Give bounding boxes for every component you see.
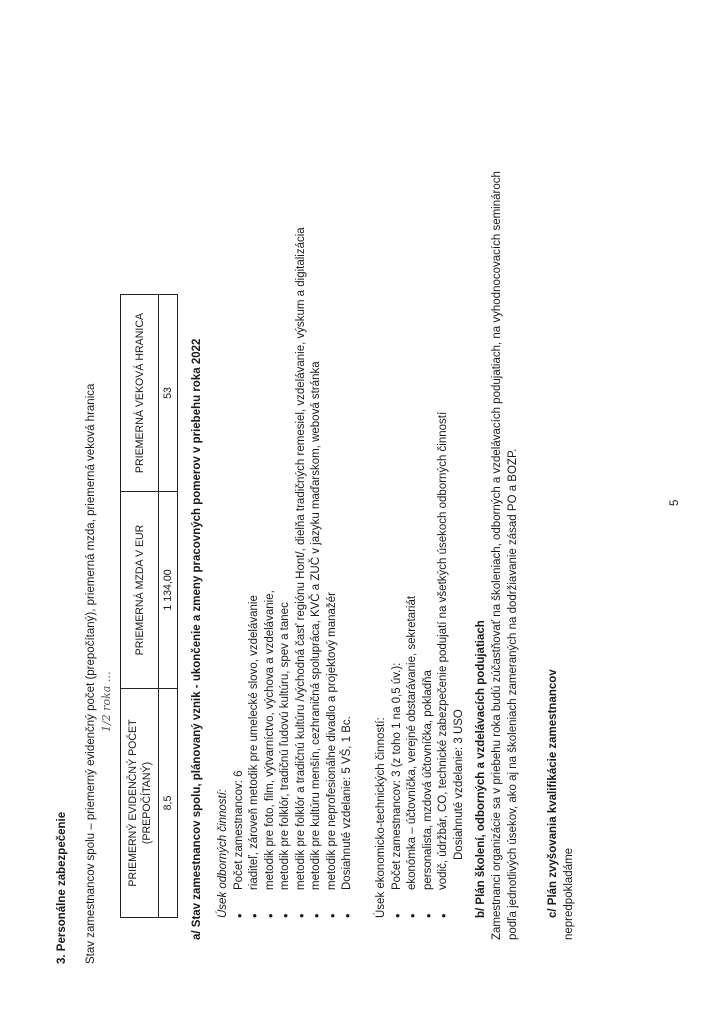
list-item: • metodik pre folklór, tradičnú ľudovú kultúru, spev a tanec <box>278 227 294 918</box>
intro-text: Stav zamestnancov spolu – priemerný evidenčný počet (prepočítaný), priemerná mzda, priemerná veková hranica <box>85 383 97 964</box>
list-item: • ekonómka – účtovníčka, verejné obstarávanie, sekretariát <box>405 412 421 918</box>
list-item: • personalista, mzdová účtovníčka, pokladňa <box>421 412 437 918</box>
section-b-line: podľa jednotlivých úsekov, ako aj na školeniach zameraných na dodržiavanie zásad PO a BOZP. <box>506 448 519 940</box>
list-item: • metodik pre folklór a tradičnú kultúru /východná časť regiónu Hont/, dielňa tradičných remesiel, vzdelávanie, výskum a digitalizácia <box>294 227 310 918</box>
section-b-text <box>490 171 521 940</box>
header-headcount: PRIEMERNÝ EVIDENČNÝ POČET (PREPOČÍTANÝ) <box>121 689 159 918</box>
section-a-heading: a/ Stav zamestnancov spolu, plánovaný vznik - ukončenie a zmeny pracovných pomerov v priebehu roka 2022 <box>191 338 203 940</box>
economic-dept <box>374 412 467 918</box>
page-number: 5 <box>669 499 681 506</box>
header-salary: PRIEMERNÁ MZDA V EUR <box>121 492 159 689</box>
section-c-text: nepredpokladáme <box>563 847 575 940</box>
list-item: • riaditeľ, zároveň metodik pre umelecké slovo, vzdelávanie <box>247 227 263 918</box>
list-item: • vodič, údržbár, CO, technické zabezpečenie podujatí na všetkých úsekoch odborných činností <box>436 412 452 918</box>
list-item: • Počet zamestnancov: 3 (z toho 1 na 0,5 úv.): <box>390 412 406 918</box>
list-item: • Dosiahnuté vzdelanie: 5 VŠ, 1 Bc. <box>340 227 356 918</box>
professional-dept-list <box>232 227 356 918</box>
professional-dept <box>216 227 356 918</box>
list-item: • Počet zamestnancov: 6 <box>232 227 248 918</box>
staff-summary-table <box>120 294 178 918</box>
professional-dept-title: Úsek odborných činností: <box>217 788 229 918</box>
list-item: • metodik pre foto, film, výtvarníctvo, výchova a vzdelávanie, <box>263 227 279 918</box>
handwritten-note: 1/2 roka … <box>100 671 113 732</box>
list-item: • metodik pre kultúru menšín, cezhraničná spolupráca, KVČ a ZUČ v jazyku maďarskom, webová stránka <box>309 227 325 918</box>
header-age: PRIEMERNÁ VEKOVÁ HRANICA <box>121 295 159 492</box>
section-c-heading: c/ Plán zvyšovania kvalifikácie zamestnancov <box>547 669 559 918</box>
value-headcount: 8,5 <box>159 689 178 918</box>
economic-dept-title: Úsek ekonomicko-technických činností: <box>375 717 387 918</box>
economic-dept-list <box>390 412 452 918</box>
section-title: 3. Personálne zabezpečenie <box>56 811 68 964</box>
value-age: 53 <box>159 295 178 492</box>
value-salary: 1 134,00 <box>159 492 178 689</box>
section-b-line: Zamestnanci organizácie sa v priebehu roka budú zúčastňovať na školeniach, odborných a vzdelávacích podujatiach, na vyhodnocovacích seminároch <box>491 171 503 940</box>
list-item: • metodik pre neprofesionálne divadlo a projektový manažér <box>325 227 341 918</box>
economic-dept-education: Dosiahnuté vzdelanie: 3 USO <box>452 709 465 860</box>
section-b-heading: b/ Plán školení, odborných a vzdelávacích podujatiach <box>475 620 487 918</box>
